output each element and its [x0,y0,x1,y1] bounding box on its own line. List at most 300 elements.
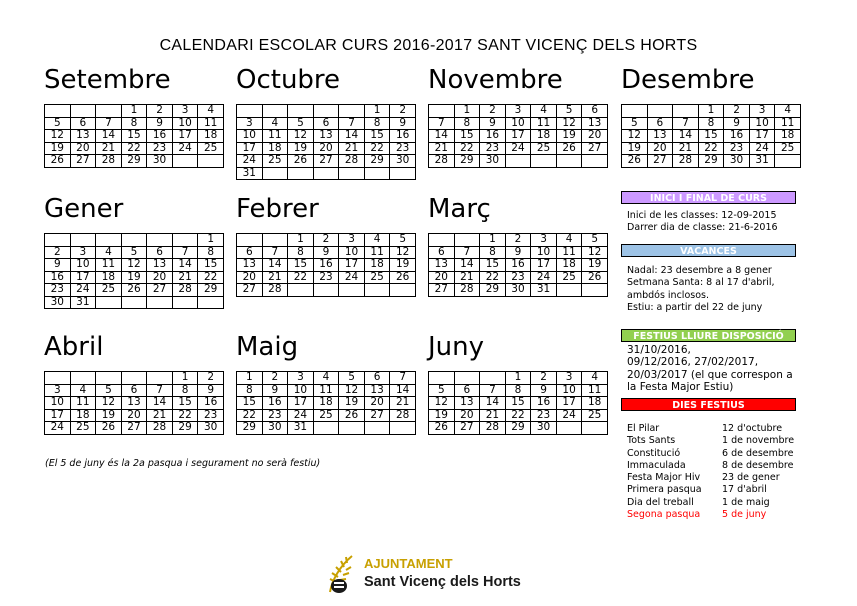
day-cell: 20 [237,271,263,284]
month-name: Març [428,194,491,224]
week-row [622,130,801,143]
day-cell: 24 [749,142,775,155]
week-row [45,384,224,397]
day-cell [582,155,608,168]
day-cell: 23 [505,271,531,284]
day-cell: 28 [172,284,198,297]
day-cell: 9 [390,117,416,130]
day-cell: 18 [531,130,557,143]
day-cell: 13 [147,259,173,272]
festiu-date: 5 de juny [722,509,767,521]
day-cell: 18 [582,397,608,410]
day-cell [364,284,390,297]
week-row [237,142,416,155]
day-cell: 4 [531,105,557,118]
day-cell: 14 [339,130,365,143]
day-cell [390,167,416,180]
day-cell: 4 [582,372,608,385]
day-cell: 15 [364,130,390,143]
day-cell: 23 [531,409,557,422]
day-cell: 22 [288,271,314,284]
legend-line: 09/12/2016, 27/02/2017, [627,356,759,369]
day-cell: 9 [147,117,173,130]
week-row [237,284,416,297]
legend-lliure-bar: FESTIUS LLIURE DISPOSICIÓ [621,329,796,342]
day-cell: 1 [198,234,224,247]
day-cell: 27 [454,422,480,435]
day-cell: 16 [45,271,71,284]
day-cell [147,234,173,247]
day-cell: 25 [70,422,96,435]
day-cell [198,155,224,168]
day-cell: 16 [480,130,506,143]
day-cell: 7 [262,246,288,259]
day-cell [556,422,582,435]
day-cell: 29 [364,155,390,168]
month-name: Maig [236,332,299,362]
day-cell [429,234,455,247]
day-cell: 20 [147,271,173,284]
day-cell [262,167,288,180]
week-row [45,271,224,284]
day-cell: 8 [237,384,263,397]
day-cell: 3 [70,246,96,259]
week-row [45,397,224,410]
week-row [45,117,224,130]
day-cell: 17 [339,259,365,272]
day-cell: 21 [262,271,288,284]
day-cell: 17 [749,130,775,143]
week-row [622,105,801,118]
day-cell: 6 [237,246,263,259]
week-row [45,259,224,272]
week-row [622,142,801,155]
day-cell: 7 [390,372,416,385]
day-cell: 4 [364,234,390,247]
day-cell: 20 [364,397,390,410]
month-calendar [428,371,608,435]
day-cell: 7 [96,117,122,130]
day-cell: 28 [147,422,173,435]
ajuntament-logo [322,552,536,598]
day-cell: 12 [556,117,582,130]
week-row [237,372,416,385]
festiu-date: 1 de novembre [722,435,795,447]
week-row [45,142,224,155]
day-cell: 22 [237,409,263,422]
day-cell: 31 [288,422,314,435]
day-cell [121,234,147,247]
day-cell: 12 [429,397,455,410]
day-cell: 1 [172,372,198,385]
day-cell: 24 [531,271,557,284]
day-cell: 1 [480,234,506,247]
day-cell: 27 [147,284,173,297]
day-cell: 19 [622,142,648,155]
day-cell [70,372,96,385]
day-cell: 4 [313,372,339,385]
day-cell: 28 [429,155,455,168]
day-cell: 13 [429,259,455,272]
day-cell: 5 [96,384,122,397]
day-cell: 21 [339,142,365,155]
day-cell: 8 [454,117,480,130]
day-cell: 28 [673,155,699,168]
day-cell [390,422,416,435]
day-cell: 23 [147,142,173,155]
week-row [237,397,416,410]
day-cell: 24 [288,409,314,422]
day-cell: 15 [288,259,314,272]
logo-bottom-text: Sant Vicenç dels Horts [364,574,521,590]
festius-table [627,423,794,521]
festiu-row [627,460,794,472]
day-cell: 9 [198,384,224,397]
day-cell: 24 [70,284,96,297]
page-title: CALENDARI ESCOLAR CURS 2016-2017 SANT VICENÇ DELS HORTS [159,37,698,54]
day-cell: 21 [480,409,506,422]
day-cell [70,105,96,118]
day-cell: 6 [454,384,480,397]
day-cell: 28 [390,409,416,422]
day-cell: 23 [724,142,750,155]
day-cell: 6 [582,105,608,118]
day-cell: 17 [556,397,582,410]
day-cell: 21 [390,397,416,410]
day-cell: 14 [673,130,699,143]
day-cell: 2 [505,234,531,247]
day-cell: 13 [582,117,608,130]
day-cell: 9 [45,259,71,272]
festiu-name: Constitució [627,447,681,459]
day-cell [313,422,339,435]
day-cell: 9 [262,384,288,397]
festiu-date: 12 d'octubre [722,423,783,434]
week-row [429,130,608,143]
day-cell: 6 [147,246,173,259]
festiu-name: Segona pasqua [627,509,701,521]
week-row [429,105,608,118]
day-cell: 22 [198,271,224,284]
week-row [237,384,416,397]
day-cell: 10 [237,130,263,143]
month-name: Juny [428,332,485,362]
day-cell: 28 [262,284,288,297]
festiu-name: Festa Major Hiv [627,472,701,484]
day-cell: 29 [172,422,198,435]
day-cell: 9 [313,246,339,259]
day-cell: 10 [749,117,775,130]
day-cell: 21 [172,271,198,284]
legend-line: ambdós inclosos. [627,289,709,301]
day-cell: 11 [313,384,339,397]
festiu-row [627,423,794,435]
day-cell: 2 [45,246,71,259]
day-cell: 11 [198,117,224,130]
day-cell: 3 [172,105,198,118]
day-cell: 5 [288,117,314,130]
day-cell: 12 [390,246,416,259]
week-row [237,422,416,435]
day-cell: 20 [313,142,339,155]
day-cell: 7 [454,246,480,259]
legend-line: 31/10/2016, [627,344,691,356]
week-row [622,155,801,168]
day-cell: 12 [45,130,71,143]
day-cell: 16 [724,130,750,143]
day-cell: 17 [45,409,71,422]
day-cell: 9 [480,117,506,130]
week-row [45,284,224,297]
day-cell: 6 [70,117,96,130]
day-cell: 5 [582,234,608,247]
week-row [429,246,608,259]
logo-top-text: AJUNTAMENT [364,556,453,571]
day-cell: 12 [622,130,648,143]
day-cell: 27 [647,155,673,168]
week-row [237,234,416,247]
month-name: Desembre [621,65,755,95]
week-row [429,384,608,397]
day-cell: 1 [505,372,531,385]
day-cell: 26 [288,155,314,168]
festiu-date: 1 de maig [722,496,770,508]
day-cell: 1 [364,105,390,118]
day-cell: 30 [480,155,506,168]
month-name: Abril [44,332,104,362]
day-cell: 25 [364,271,390,284]
month-calendar [236,371,416,435]
day-cell [70,234,96,247]
day-cell: 15 [698,130,724,143]
week-row [45,409,224,422]
week-row [45,246,224,259]
day-cell: 8 [288,246,314,259]
day-cell: 1 [288,234,314,247]
day-cell: 30 [505,284,531,297]
day-cell: 6 [121,384,147,397]
month-name: Setembre [44,65,171,95]
day-cell: 17 [505,130,531,143]
day-cell: 5 [622,117,648,130]
day-cell: 18 [262,142,288,155]
day-cell: 25 [313,409,339,422]
day-cell: 31 [70,296,96,309]
day-cell: 13 [364,384,390,397]
day-cell: 20 [647,142,673,155]
day-cell [262,105,288,118]
day-cell: 13 [237,259,263,272]
day-cell [262,234,288,247]
day-cell: 4 [96,246,122,259]
month-calendar [236,104,416,180]
day-cell: 2 [262,372,288,385]
day-cell: 11 [96,259,122,272]
day-cell: 30 [262,422,288,435]
day-cell: 18 [70,409,96,422]
day-cell: 24 [505,142,531,155]
day-cell [582,422,608,435]
week-row [237,259,416,272]
day-cell [429,105,455,118]
day-cell: 22 [454,142,480,155]
day-cell: 29 [454,155,480,168]
day-cell: 17 [172,130,198,143]
day-cell [45,234,71,247]
day-cell: 19 [429,409,455,422]
day-cell: 12 [288,130,314,143]
day-cell: 8 [505,384,531,397]
day-cell: 2 [480,105,506,118]
month-calendar [428,104,608,168]
day-cell [582,284,608,297]
day-cell: 26 [429,422,455,435]
day-cell: 22 [364,142,390,155]
week-row [237,105,416,118]
day-cell: 11 [262,130,288,143]
day-cell: 8 [364,117,390,130]
day-cell: 6 [364,372,390,385]
day-cell: 14 [172,259,198,272]
week-row [45,372,224,385]
day-cell: 9 [505,246,531,259]
day-cell [339,422,365,435]
day-cell: 16 [262,397,288,410]
day-cell [313,105,339,118]
day-cell: 11 [531,117,557,130]
festiu-date: 8 de desembre [722,459,794,471]
legend-line: la Festa Major Estiu) [627,380,734,393]
festiu-name: Dia del treball [627,496,694,508]
day-cell [288,105,314,118]
day-cell: 13 [313,130,339,143]
day-cell [556,155,582,168]
legend-inici-bar: INICI I FINAL DE CURS [621,191,796,204]
month-name: Novembre [428,65,563,95]
day-cell: 5 [390,234,416,247]
day-cell: 3 [531,234,557,247]
day-cell [531,155,557,168]
day-cell: 5 [339,372,365,385]
day-cell: 12 [582,246,608,259]
festiu-row [627,448,794,460]
week-row [45,234,224,247]
day-cell: 29 [121,155,147,168]
day-cell: 17 [70,271,96,284]
week-row [429,284,608,297]
day-cell: 30 [531,422,557,435]
day-cell [454,234,480,247]
day-cell: 3 [339,234,365,247]
week-row [429,117,608,130]
week-row [237,117,416,130]
festiu-row [627,435,794,447]
week-row [622,117,801,130]
day-cell: 3 [556,372,582,385]
day-cell: 1 [121,105,147,118]
day-cell: 9 [724,117,750,130]
week-row [429,397,608,410]
day-cell: 20 [454,409,480,422]
day-cell: 2 [147,105,173,118]
day-cell: 10 [339,246,365,259]
day-cell [45,372,71,385]
day-cell: 23 [390,142,416,155]
legend-line: Darrer dia de classe: 21-6-2016 [627,222,778,234]
week-row [429,142,608,155]
day-cell: 8 [121,117,147,130]
day-cell: 7 [429,117,455,130]
day-cell [121,296,147,309]
day-cell: 28 [454,284,480,297]
day-cell: 26 [622,155,648,168]
day-cell: 3 [505,105,531,118]
day-cell: 14 [390,384,416,397]
week-row [429,155,608,168]
day-cell: 27 [313,155,339,168]
day-cell: 22 [172,409,198,422]
day-cell [364,422,390,435]
day-cell: 30 [724,155,750,168]
day-cell: 2 [313,234,339,247]
week-row [237,246,416,259]
day-cell: 13 [70,130,96,143]
day-cell: 14 [480,397,506,410]
festiu-date: 17 d'abril [722,484,767,496]
day-cell [147,372,173,385]
day-cell: 27 [429,284,455,297]
day-cell: 28 [96,155,122,168]
day-cell [556,284,582,297]
day-cell: 10 [70,259,96,272]
day-cell: 16 [147,130,173,143]
month-name: Febrer [236,194,319,224]
day-cell [198,296,224,309]
day-cell: 16 [313,259,339,272]
day-cell: 29 [505,422,531,435]
day-cell [454,372,480,385]
day-cell: 7 [172,246,198,259]
day-cell: 8 [198,246,224,259]
day-cell: 22 [505,409,531,422]
day-cell: 30 [390,155,416,168]
festiu-name: Tots Sants [627,435,676,447]
month-calendar [428,233,608,297]
day-cell: 5 [556,105,582,118]
day-cell: 31 [749,155,775,168]
day-cell: 2 [390,105,416,118]
day-cell: 29 [198,284,224,297]
day-cell: 27 [70,155,96,168]
month-calendar [44,233,224,309]
day-cell: 19 [390,259,416,272]
day-cell: 4 [775,105,801,118]
day-cell: 20 [70,142,96,155]
week-row [429,409,608,422]
day-cell: 22 [121,142,147,155]
day-cell: 11 [364,246,390,259]
week-row [429,372,608,385]
festiu-date: 23 de gener [722,472,780,484]
day-cell: 27 [121,422,147,435]
day-cell: 14 [262,259,288,272]
day-cell: 2 [198,372,224,385]
day-cell: 4 [262,117,288,130]
day-cell: 18 [556,259,582,272]
day-cell [172,296,198,309]
festiu-row [627,497,794,509]
day-cell: 14 [429,130,455,143]
